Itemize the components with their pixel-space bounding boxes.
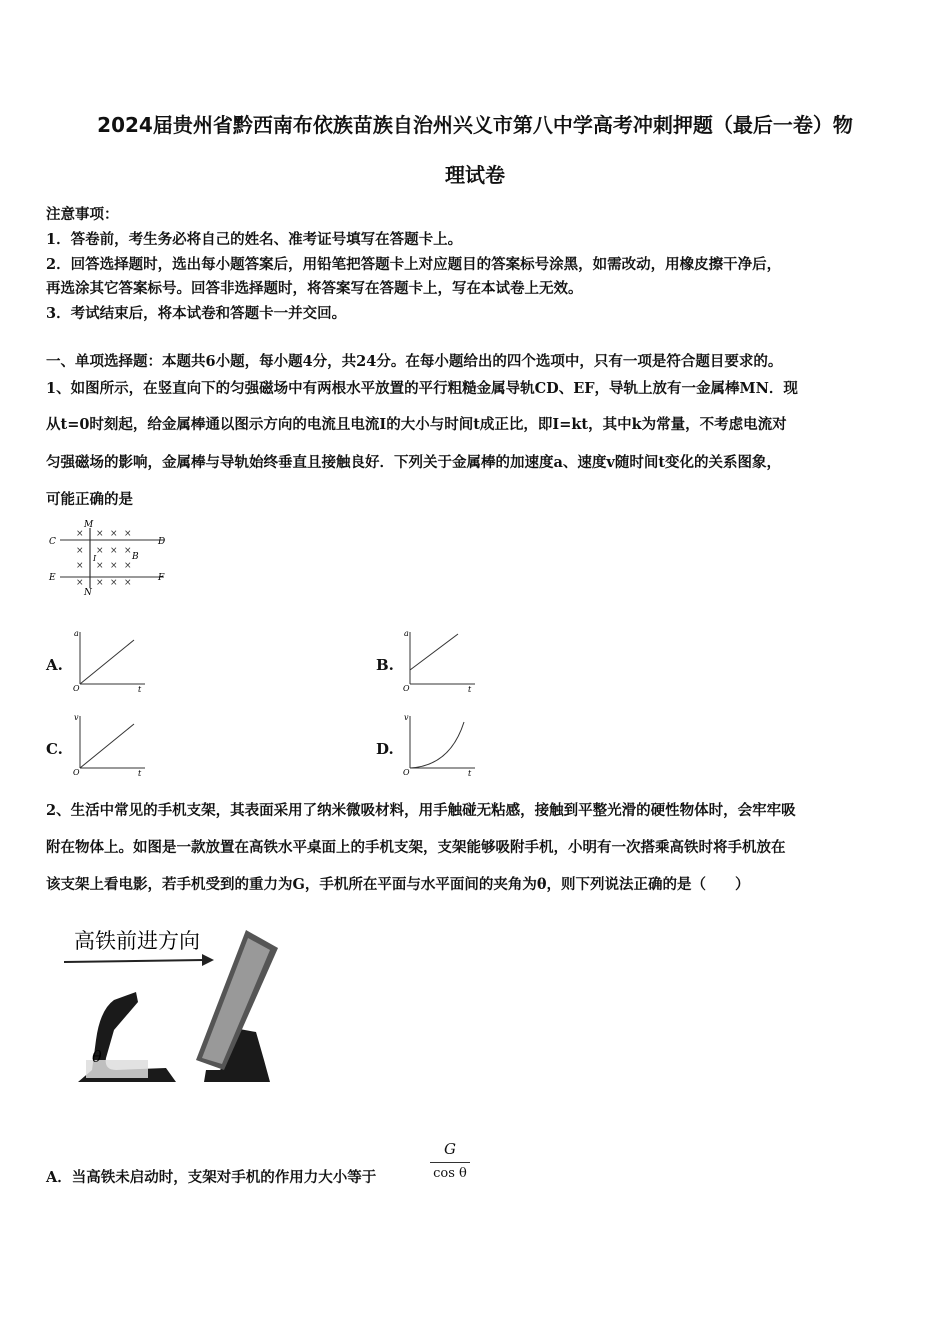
direction-arrow-line [64,960,204,962]
label-n: N [84,588,92,598]
q1-line-4: 可能正确的是 [46,491,133,508]
option-b-letter: B. [376,656,394,674]
q2-line-3: 该支架上看电影，若手机受到的重力为G，手机所在平面与水平面间的夹角为θ，则下列说法正确的是（ ） [46,876,750,893]
option-b-graph [400,628,480,692]
angle-label: θ [92,1047,102,1066]
x-label: t [138,685,142,692]
direction-caption: 高铁前进方向 [74,929,200,953]
origin-label: O [403,768,410,776]
option-a-graph [70,628,150,692]
notice-item-2-cont: 再选涂其它答案标号。回答非选择题时，将答案写在答题卡上，写在本试卷上无效。 [46,280,583,297]
q1-line-3: 匀强磁场的影响，金属棒与导轨始终垂直且接触良好．下列关于金属棒的加速度a、速度v随时间t变化的关系图象， [46,454,782,471]
graph-line [80,724,134,768]
q1-line-1: 1、如图所示，在竖直向下的匀强磁场中有两根水平放置的平行粗糙金属导轨CD、EF，导轨上放有一金属棒MN．现 [46,380,798,397]
section1-heading: 一、单项选择题：本题共6小题，每小题4分，共24分。在每小题给出的四个选项中，只有一项是符合题目要求的。 [46,353,783,370]
field-cross: × [76,529,84,539]
option-d-letter: D. [376,740,394,758]
field-cross: × [96,578,104,588]
fraction-numerator: G [444,1140,456,1158]
field-cross: × [124,546,132,556]
x-label: t [468,685,472,692]
field-cross: × [76,578,84,588]
field-cross: × [124,578,132,588]
field-cross: × [96,529,104,539]
field-cross: × [96,561,104,571]
graph-line [80,640,134,684]
label-f: F [158,573,165,583]
y-label: v [404,713,409,722]
origin-label: O [73,684,80,692]
field-cross: × [110,561,118,571]
option-a-letter: A. [46,656,63,674]
y-label: a [74,629,79,638]
option-c-letter: C. [46,740,63,758]
field-cross: × [110,578,118,588]
direction-arrow-head [202,954,214,966]
notice-item-2: 2．回答选择题时，选出每小题答案后，用铅笔把答题卡上对应题目的答案标号涂黑，如需改动，用橡皮擦干净后， [46,256,782,273]
label-e: E [49,573,56,583]
fraction-denominator: cos θ [433,1166,467,1181]
origin-label: O [73,768,80,776]
magnetic-field-diagram [46,518,171,598]
option-c-graph [70,712,150,776]
fraction-bar [430,1162,470,1163]
notice-heading: 注意事项： [46,206,119,223]
x-label: t [138,769,142,776]
field-cross: × [124,561,132,571]
q2-line-1: 2、生活中常见的手机支架，其表面采用了纳米微吸材料，用手触碰无粘感，接触到平整光滑的硬性物体时，会牢牢吸 [46,802,796,819]
y-label: v [74,713,79,722]
label-d: D [158,537,166,547]
q2-option-a: A．当高铁未启动时，支架对手机的作用力大小等于 [46,1169,377,1186]
field-cross: × [124,529,132,539]
x-label: t [468,769,472,776]
field-cross: × [110,529,118,539]
notice-item-1: 1．答卷前，考生务必将自己的姓名、准考证号填写在答题卡上。 [46,231,463,248]
page-title-line2: 理试卷 [445,163,505,187]
option-d-graph [400,712,480,776]
origin-label: O [403,684,410,692]
label-m: M [84,520,94,530]
label-i: I [93,554,97,563]
q2-line-2: 附在物体上。如图是一款放置在高铁水平桌面上的手机支架，支架能够吸附手机，小明有一次搭乘高铁时将手机放在 [46,839,786,856]
phone-stand-figure [56,920,286,1090]
page-title-line1: 2024届贵州省黔西南布依族苗族自治州兴义市第八中学高考冲刺押题（最后一卷）物 [97,113,853,137]
graph-line [410,634,458,670]
field-cross: × [76,546,84,556]
label-c: C [49,537,56,547]
label-b: B [132,552,139,562]
y-label: a [404,629,409,638]
q1-line-2: 从t=0时刻起，给金属棒通以图示方向的电流且电流I的大小与时间t成正比，即I=kt，其中k为常量，不考虑电流对 [46,416,787,433]
graph-curve [410,722,464,768]
field-cross: × [96,546,104,556]
field-cross: × [110,546,118,556]
field-cross: × [76,561,84,571]
notice-item-3: 3．考试结束后，将本试卷和答题卡一并交回。 [46,305,347,322]
